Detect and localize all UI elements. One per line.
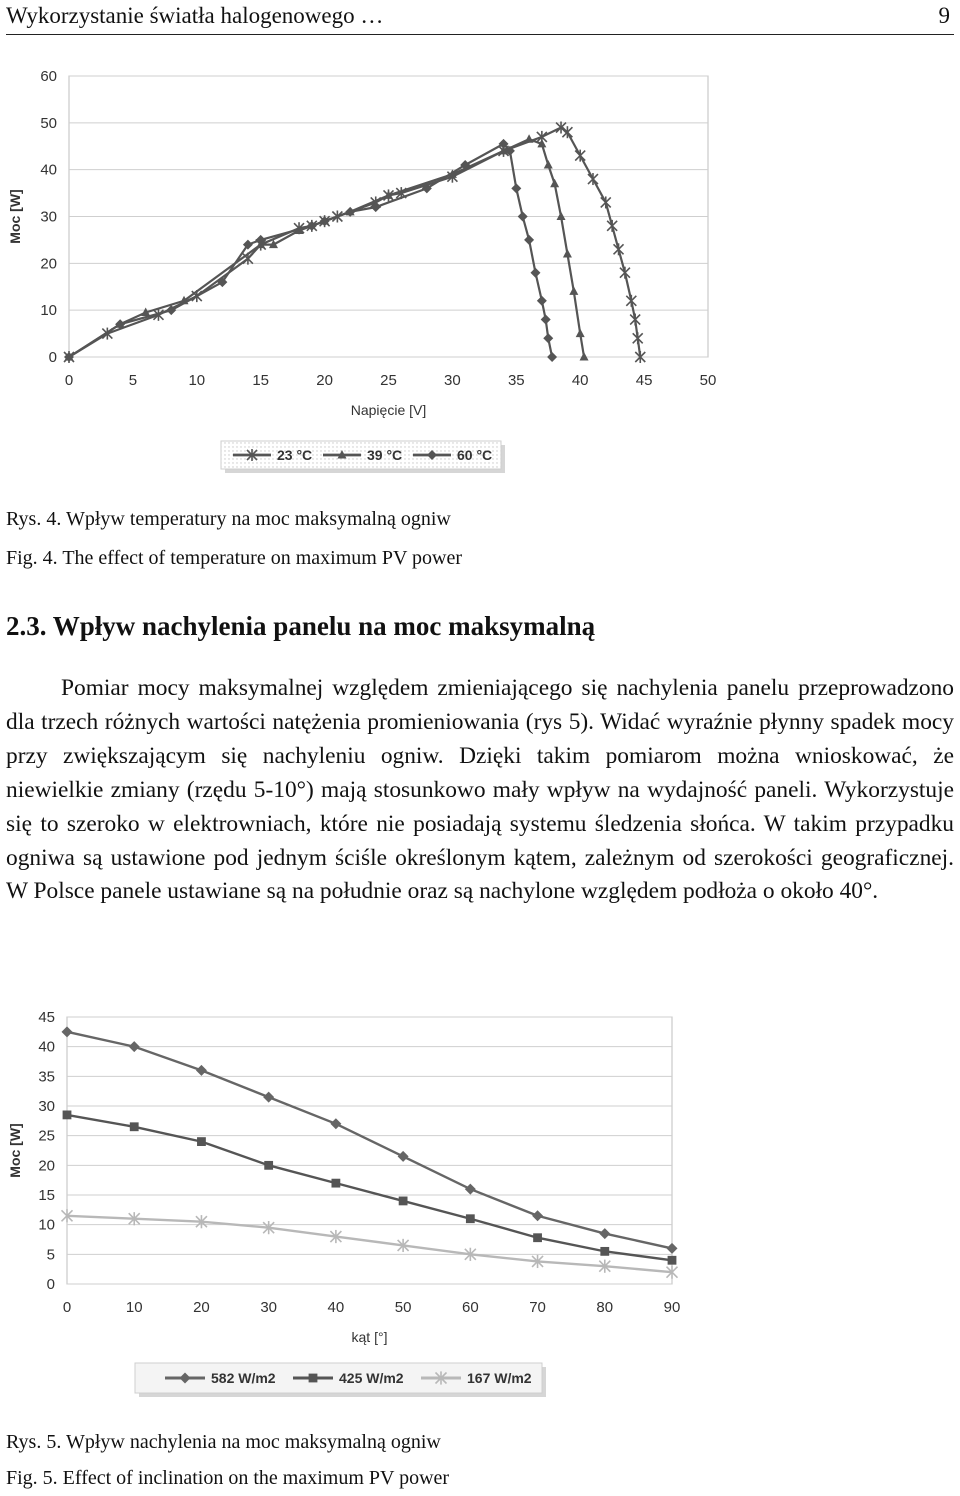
data-point [626, 295, 636, 307]
y-tick-label: 30 [40, 208, 57, 226]
y-axis-label: Moc [W] [7, 189, 23, 244]
page-number: 9 [938, 3, 950, 28]
x-tick-label: 80 [596, 1299, 614, 1316]
x-tick-label: 60 [461, 1299, 479, 1316]
series-3 [62, 1209, 678, 1279]
y-tick-label: 40 [40, 161, 57, 179]
running-header [6, 0, 954, 35]
data-point [264, 1161, 273, 1170]
data-point [614, 243, 624, 255]
y-tick-label: 15 [38, 1187, 55, 1204]
data-point [630, 314, 640, 326]
legend-label: 167 W/m2 [467, 1370, 532, 1386]
figure4-caption-en: Fig. 4. The effect of temperature on maximum PV power [6, 547, 463, 569]
y-tick-label: 45 [38, 1009, 55, 1026]
series-line [69, 139, 584, 357]
x-tick-label: 0 [64, 372, 74, 389]
data-point [129, 1041, 140, 1052]
y-axis-label: Moc [W] [7, 1123, 23, 1178]
data-point [599, 1228, 610, 1239]
data-point [196, 1065, 207, 1076]
data-point [588, 173, 598, 185]
data-point [563, 249, 572, 258]
data-point [525, 134, 534, 143]
figure5-caption-en: Fig. 5. Effect of inclination on the maximum PV power [6, 1467, 450, 1489]
x-tick-label: 90 [663, 1299, 681, 1316]
data-point [465, 1184, 476, 1195]
legend-label: 425 W/m2 [339, 1370, 404, 1386]
x-tick-label: 70 [529, 1299, 546, 1316]
x-tick-label: 20 [316, 372, 333, 389]
legend-label: 582 W/m2 [211, 1370, 276, 1386]
y-tick-label: 60 [40, 68, 57, 85]
series-line [67, 1115, 672, 1260]
data-point [63, 1111, 72, 1120]
x-axis-label: Napięcie [V] [350, 402, 427, 418]
y-tick-label: 20 [40, 255, 57, 273]
x-tick-label: 40 [571, 372, 589, 389]
y-tick-label: 0 [46, 1276, 55, 1293]
data-point [62, 1026, 73, 1037]
chart-power-vs-angle [0, 1000, 960, 1420]
series-1 [64, 122, 645, 363]
data-point [466, 1214, 475, 1223]
x-tick-label: 0 [62, 1299, 72, 1316]
data-point [620, 267, 630, 279]
data-point [562, 126, 572, 138]
legend-label: 23 °C [277, 447, 313, 463]
y-tick-label: 35 [38, 1068, 55, 1086]
data-point [511, 183, 521, 193]
section-heading: 2.3. Wpływ nachylenia panelu na moc maksymalną [6, 611, 596, 641]
data-point [607, 220, 617, 232]
data-point [398, 1151, 409, 1162]
y-tick-label: 40 [38, 1038, 55, 1056]
x-tick-label: 15 [252, 372, 270, 389]
data-point [569, 286, 578, 295]
data-point [547, 352, 557, 362]
data-point [556, 122, 566, 134]
series-line [69, 144, 552, 357]
data-point [197, 1137, 206, 1146]
data-point [518, 212, 528, 222]
data-point [331, 1179, 340, 1188]
y-tick-label: 0 [48, 349, 57, 366]
data-point [543, 333, 553, 343]
x-tick-label: 40 [327, 1299, 345, 1316]
y-tick-label: 50 [40, 114, 57, 132]
section-paragraph: Pomiar mocy maksymalnej względem zmieniającego się nachylenia panelu przeprowadzono dla trzech różnych wartości natężenia promieniowania (rys 5). Widać wyraźnie płynny spadek mocy przy zwiększającym się nachyleniu ogniw. Dzięki takim pomiarom można wnioskować, że niewielkie zmiany (rzędu 5-10°) mają stosunkowo mały wpływ na wydajność paneli. Wykorzystuje się to szeroko w elektrowniach, które nie posiadają systemu śledzenia słońca. W takim przypadku ogniwa są ustawione pod jednym ściśle określonym kątem, zależnym od szerokości geograficznej. W Polsce panele ustawiane są na południe oraz są nachylone względem podłoża o około 40°. [6, 675, 954, 905]
running-header-title: Wykorzystanie światła halogenowego … [6, 3, 384, 28]
series-line [69, 128, 640, 357]
data-point [399, 1197, 408, 1206]
plot-area [67, 1017, 672, 1284]
legend-label: 39 °C [367, 447, 403, 463]
data-point [576, 329, 585, 338]
x-tick-label: 25 [380, 372, 397, 389]
data-point [541, 315, 551, 325]
y-tick-label: 10 [38, 1216, 55, 1234]
x-tick-label: 30 [260, 1299, 278, 1316]
x-axis-label: kąt [°] [351, 1329, 388, 1345]
legend-swatch-marker [309, 1374, 318, 1383]
series-3 [64, 139, 557, 362]
x-tick-label: 5 [128, 372, 138, 389]
data-point [533, 1233, 542, 1242]
data-point [668, 1256, 677, 1265]
data-point [532, 1210, 543, 1221]
legend-label: 60 °C [457, 447, 493, 463]
figure4-caption-pl: Rys. 4. Wpływ temperatury na moc maksymalną ogniw [6, 508, 451, 530]
y-tick-label: 5 [46, 1246, 55, 1264]
data-point [557, 212, 566, 221]
x-tick-label: 35 [507, 372, 525, 389]
series-2 [65, 134, 589, 360]
chart-power-vs-voltage [0, 50, 960, 540]
data-point [544, 160, 553, 169]
data-point [130, 1122, 139, 1131]
data-point [263, 1092, 274, 1103]
x-tick-label: 10 [188, 372, 206, 389]
data-point [633, 332, 643, 344]
x-tick-label: 45 [635, 372, 653, 389]
data-point [667, 1243, 678, 1254]
data-point [580, 352, 589, 361]
y-tick-label: 30 [38, 1098, 55, 1115]
data-point [575, 150, 585, 162]
figure5-caption-pl: Rys. 5. Wpływ nachylenia na moc maksymalną ogniw [6, 1431, 441, 1453]
x-tick-label: 10 [125, 1299, 143, 1316]
data-point [601, 196, 611, 208]
data-point [600, 1247, 609, 1256]
data-point [330, 1118, 341, 1129]
y-tick-label: 10 [40, 302, 57, 320]
series-line [67, 1032, 672, 1249]
data-point [524, 235, 534, 245]
x-tick-label: 50 [699, 372, 717, 389]
data-point [550, 179, 559, 188]
data-point [530, 268, 540, 278]
y-tick-label: 25 [38, 1127, 55, 1145]
y-tick-label: 20 [38, 1157, 55, 1175]
x-tick-label: 20 [193, 1299, 210, 1316]
x-tick-label: 50 [394, 1299, 412, 1316]
data-point [537, 296, 547, 306]
x-tick-label: 30 [444, 372, 461, 389]
